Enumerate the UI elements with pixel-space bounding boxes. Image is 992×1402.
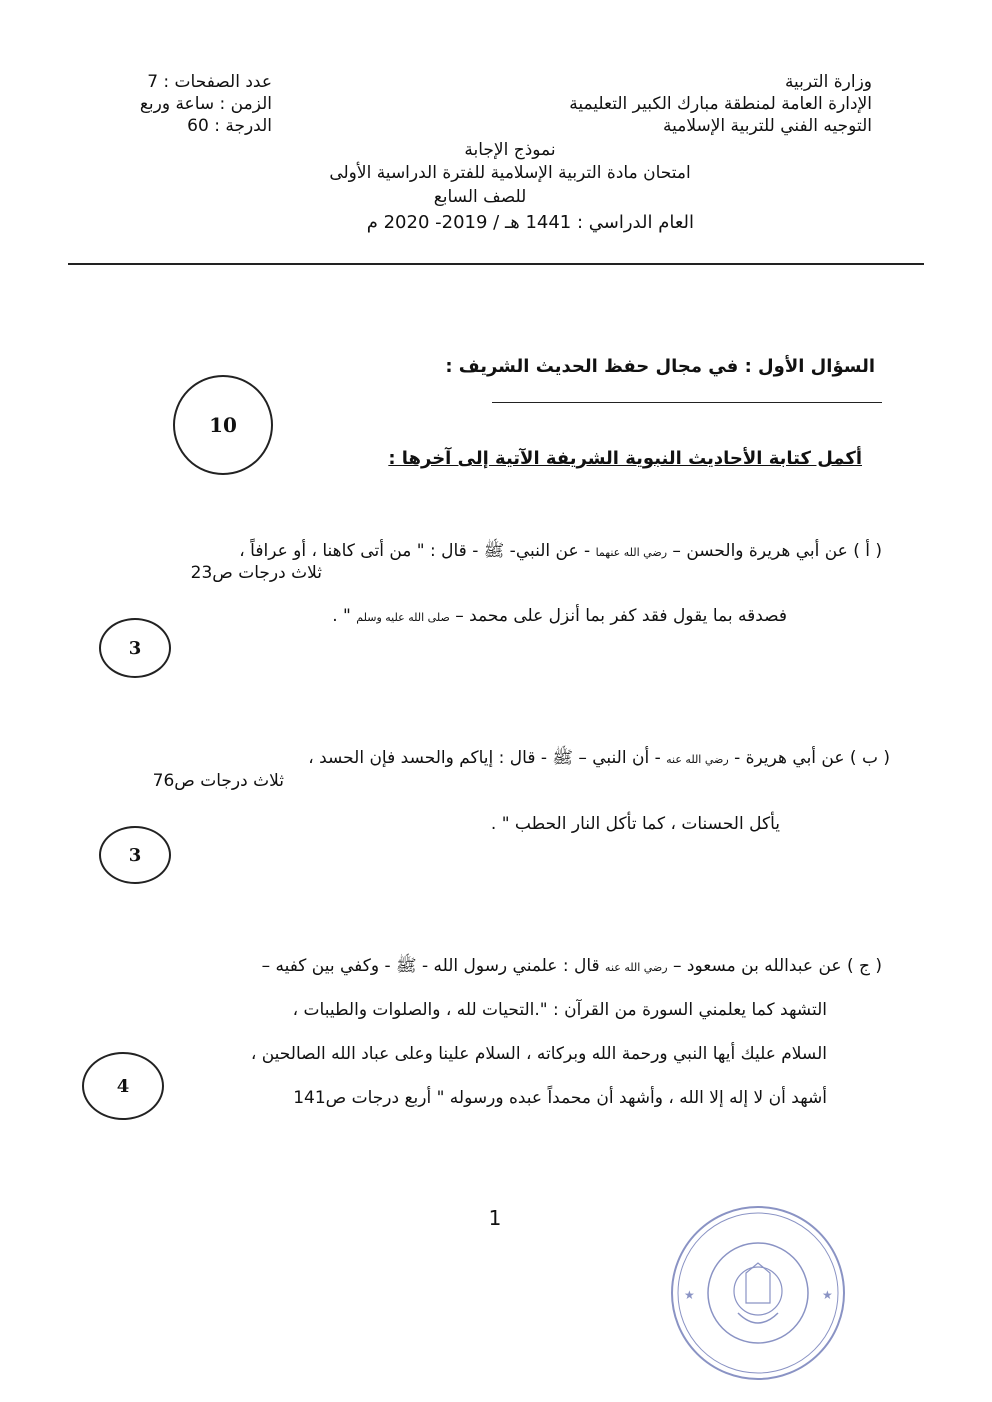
hadith-b-line2: يأكل الحسنات ، كما تأكل النار الحطب " . xyxy=(490,814,780,834)
hadith-c-line3: السلام عليك أيها النبي ورحمة الله وبركاته ، السلام علينا وعلى عباد الله الصالحين ، xyxy=(250,1044,827,1064)
hadith-c-honorific: رضي الله عنه xyxy=(605,961,668,974)
heading-underline xyxy=(492,402,882,403)
total-grade: الدرجة : 60 xyxy=(187,116,272,136)
hadith-b-line1-start: ( ب ) عن أبي هريرة - xyxy=(734,748,890,768)
question1-heading: السؤال الأول : في مجال حفظ الحديث الشريف : xyxy=(445,356,875,377)
hadith-a-line2 xyxy=(332,606,787,626)
hadith-a-honorific: رضي الله عنهما xyxy=(595,546,668,559)
hadith-b-score: 3 xyxy=(128,844,142,866)
hadith-c-score-circle xyxy=(82,1052,164,1120)
hadith-a-score-circle xyxy=(99,618,171,678)
exam-title: امتحان مادة التربية الإسلامية للفترة الدراسية الأولى xyxy=(329,163,691,183)
hadith-b-honorific: رضي الله عنه xyxy=(666,753,729,766)
question1-score: 10 xyxy=(209,413,237,437)
page-count: عدد الصفحات : 7 xyxy=(147,72,272,92)
hadith-a-line2-end: " . xyxy=(332,606,351,626)
hadith-b-score-circle xyxy=(99,826,171,884)
svg-text:★: ★ xyxy=(684,1288,695,1302)
hadith-c-line1 xyxy=(262,955,882,980)
hadith-a-line1-start: ( أ ) عن أبي هريرة والحسن – xyxy=(672,541,882,561)
hadith-a-score: 3 xyxy=(128,637,142,659)
hadith-a-marks: ثلاث درجات ص23 xyxy=(190,563,322,583)
svg-text:★: ★ xyxy=(822,1288,833,1302)
ministry-name: وزارة التربية xyxy=(784,72,872,92)
hadith-c-score: 4 xyxy=(116,1075,130,1097)
class-title: للصف السابع xyxy=(433,187,527,207)
page-number: 1 xyxy=(488,1206,502,1230)
hadith-b-line1-end: - أن النبي – ﷺ - قال : إياكم والحسد فإن الحسد ، xyxy=(308,748,661,768)
exam-duration: الزمن : ساعة وربع xyxy=(139,94,272,114)
hadith-c-line2: التشهد كما يعلمني السورة من القرآن : ".التحيات لله ، والصلوات والطيبات ، xyxy=(292,1000,827,1020)
hadith-a-line2-start: فصدقه بما يقول فقد كفر بما أنزل على محمد – xyxy=(455,606,787,626)
hadith-b-line1 xyxy=(308,747,890,772)
hadith-a-line1 xyxy=(239,540,882,565)
question1-instruction: أكمل كتابة الأحاديث النبوية الشريفة الآتية إلى آخرها : xyxy=(388,448,862,469)
question1-score-circle xyxy=(173,375,273,475)
hadith-a-salawat: صلى الله عليه وسلم xyxy=(356,611,450,624)
answer-model-title: نموذج الإجابة xyxy=(464,140,556,160)
hadith-c-line4: أشهد أن لا إله إلا الله ، وأشهد أن محمداً عبده ورسوله " أربع درجات ص141 xyxy=(293,1088,827,1108)
directorate-name: الإدارة العامة لمنطقة مبارك الكبير التعليمية xyxy=(569,94,872,114)
hadith-b-marks: ثلاث درجات ص76 xyxy=(152,771,284,791)
header-separator xyxy=(68,263,924,265)
hadith-c-line1-start: ( ج ) عن عبدالله بن مسعود – xyxy=(673,956,882,976)
academic-year: العام الدراسي : 1441 هـ / 2019- 2020 م xyxy=(366,212,694,233)
department-name: التوجيه الفني للتربية الإسلامية xyxy=(662,116,872,136)
hadith-c-line1-end: قال : علمني رسول الله - ﷺ - وكفي بين كفيه – xyxy=(261,956,600,976)
hadith-a-line1-end: - عن النبي- ﷺ - قال : " من أتى كاهنا ، أو عرافاً ، xyxy=(239,541,591,561)
official-stamp-icon xyxy=(668,1203,848,1383)
